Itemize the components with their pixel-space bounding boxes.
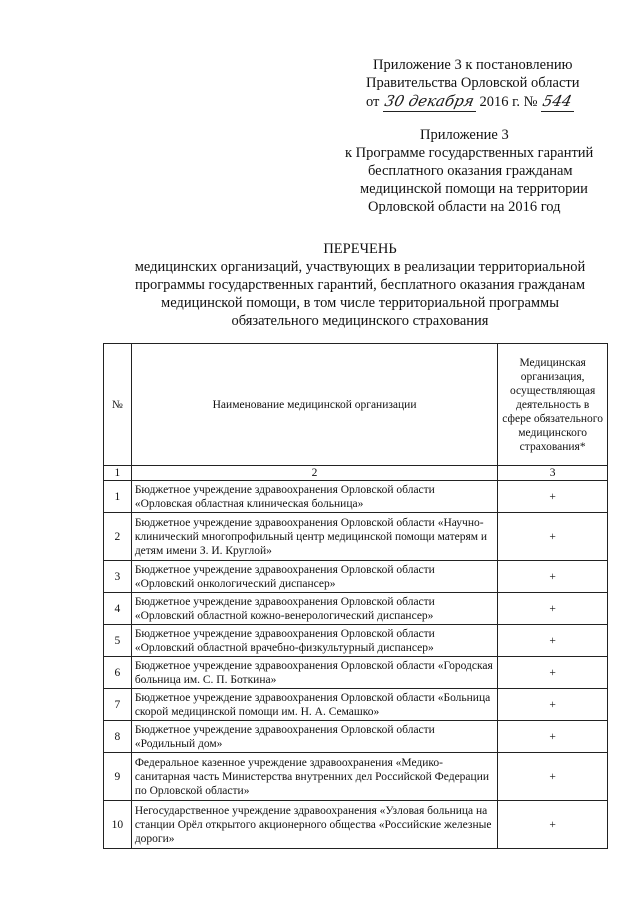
table-row <box>104 801 608 849</box>
index-cell-2: 2 <box>131 466 497 481</box>
handwritten-date: 30 декабря <box>383 92 476 110</box>
title-line-4: обязательного медицинского страхования <box>231 313 489 329</box>
row-organization-name: Негосударственное учреждение здравоохранения «Узловая больница на станции Орёл открытого акционерного общества «Российские железные дороги» <box>131 801 497 849</box>
title-heading: ПЕРЕЧЕНЬ <box>323 241 397 257</box>
row-oms-flag: + <box>498 689 608 721</box>
organizations-table <box>103 343 608 849</box>
handwritten-number: 544 <box>541 92 574 110</box>
row-number: 7 <box>104 689 132 721</box>
row-organization-name: Бюджетное учреждение здравоохранения Орловской области «Орловская областная клиническая больница» <box>131 481 497 513</box>
row-oms-flag: + <box>498 721 608 753</box>
header-organization-name: Наименование медицинской организации <box>131 344 497 466</box>
row-number: 9 <box>104 753 132 801</box>
row-organization-name: Бюджетное учреждение здравоохранения Орловской области «Орловский онкологический диспансер» <box>131 561 497 593</box>
table-header-row <box>104 344 608 466</box>
appendix-title: Приложение 3 <box>420 127 509 143</box>
row-oms-flag: + <box>498 801 608 849</box>
appendix-line-program: к Программе государственных гарантий <box>345 145 594 161</box>
header-oms-flag: Медицинская организация, осуществляющая деятельность в сфере обязательного медицинского страхования* <box>498 344 608 466</box>
year-number-label: 2016 г. № <box>479 94 538 110</box>
title-line-3: медицинской помощи, в том числе территориальной программы <box>161 295 559 311</box>
row-oms-flag: + <box>498 561 608 593</box>
table-row <box>104 625 608 657</box>
title-line-2: программы государственных гарантий, бесплатного оказания гражданам <box>134 277 586 293</box>
row-number: 10 <box>104 801 132 849</box>
table-index-row <box>104 466 608 481</box>
appendix-line-year: Орловской области на 2016 год <box>368 199 561 215</box>
appendix-line-territory: медицинской помощи на территории <box>360 181 588 197</box>
row-oms-flag: + <box>498 753 608 801</box>
resolution-appendix-line: Приложение 3 к постановлению <box>373 57 573 73</box>
resolution-date-line <box>366 92 574 112</box>
table-row <box>104 753 608 801</box>
row-organization-name: Бюджетное учреждение здравоохранения Орловской области «Городская больница им. С. П. Боткина» <box>131 657 497 689</box>
table-row <box>104 721 608 753</box>
document-title <box>100 240 620 330</box>
row-organization-name: Бюджетное учреждение здравоохранения Орловской области «Орловский областной врачебно-физкультурный диспансер» <box>131 625 497 657</box>
table-row <box>104 481 608 513</box>
row-organization-name: Бюджетное учреждение здравоохранения Орловской области «Орловский областной кожно-венерологический диспансер» <box>131 593 497 625</box>
resolution-government-line: Правительства Орловской области <box>366 75 580 91</box>
row-number: 8 <box>104 721 132 753</box>
table-row <box>104 657 608 689</box>
title-line-1: медицинских организаций, участвующих в реализации территориальной <box>134 259 586 275</box>
row-oms-flag: + <box>498 513 608 561</box>
row-organization-name: Бюджетное учреждение здравоохранения Орловской области «Больница скорой медицинской помощи им. Н. А. Семашко» <box>131 689 497 721</box>
table-row <box>104 593 608 625</box>
row-oms-flag: + <box>498 593 608 625</box>
row-organization-name: Федеральное казенное учреждение здравоохранения «Медико-санитарная часть Министерства внутренних дел Российской Федерации по Орловской области» <box>131 753 497 801</box>
row-number: 6 <box>104 657 132 689</box>
row-number: 3 <box>104 561 132 593</box>
row-oms-flag: + <box>498 481 608 513</box>
appendix-line-free-care: бесплатного оказания гражданам <box>368 163 573 179</box>
row-number: 5 <box>104 625 132 657</box>
table-row <box>104 689 608 721</box>
table-row <box>104 561 608 593</box>
row-number: 4 <box>104 593 132 625</box>
header-number: № <box>104 344 132 466</box>
row-number: 2 <box>104 513 132 561</box>
row-oms-flag: + <box>498 657 608 689</box>
from-label: от <box>366 94 380 110</box>
row-number: 1 <box>104 481 132 513</box>
row-organization-name: Бюджетное учреждение здравоохранения Орловской области «Родильный дом» <box>131 721 497 753</box>
row-organization-name: Бюджетное учреждение здравоохранения Орловской области «Научно-клинический многопрофильный центр медицинской помощи матерям и детям имени З. И. Круглой» <box>131 513 497 561</box>
table-row <box>104 513 608 561</box>
index-cell-3: 3 <box>498 466 608 481</box>
index-cell-1: 1 <box>104 466 132 481</box>
row-oms-flag: + <box>498 625 608 657</box>
